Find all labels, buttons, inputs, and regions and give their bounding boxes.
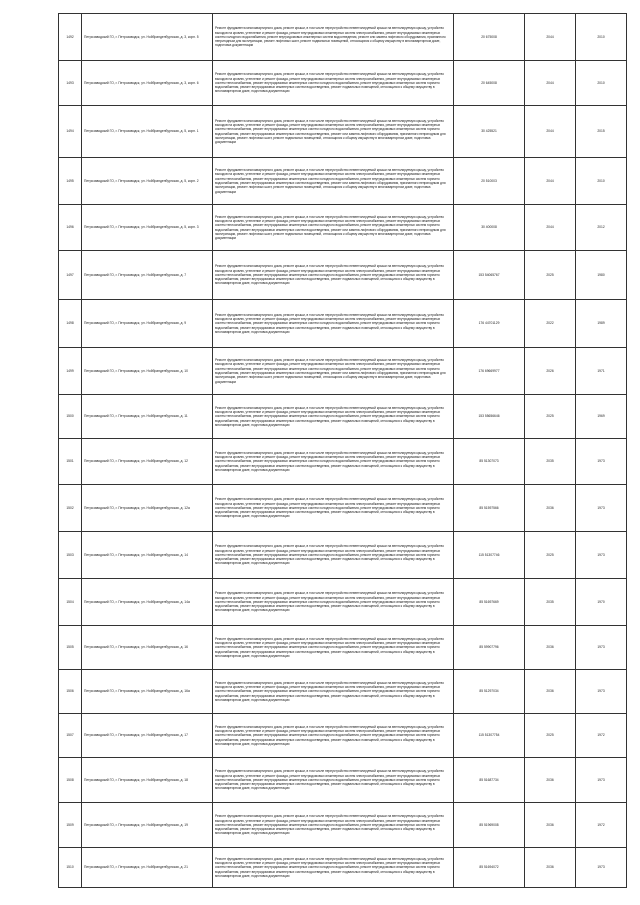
row-number: 1499 <box>59 348 82 395</box>
works-description-cell: Ремонт фундамента многоквартирного дома, ремонт крыши, в том числе переустройство невентилируемой крыши на вентилируемую крышу, устройство выходов на кровлю, утепление и ремонт фасада, ремонт внутридомовых инженерных систем электроснабжения, ремонт внутридомовых инженерных систем теплоснабжения, ремонт внутридомовых инженерных систем холодного водоснабжения, ремонт внутридомовых инженерных систем горячего водоснабжения, ремонт внутридомовых инженерных систем водоотведения, ремонт подвальных помещений, относящихся к общему имуществу в многоквартирном доме, подготовка документации <box>213 626 454 670</box>
works-description-cell: Ремонт фундамента многоквартирного дома, ремонт крыши, в том числе переустройство невентилируемой крыши на вентилируемую крышу, устройство выходов на кровлю, утепление и ремонт фасада, ремонт внутридомовых инженерных систем электроснабжения, ремонт внутридомовых инженерных систем теплоснабжения, ремонт внутридомовых инженерных систем холодного водоснабжения, ремонт внутридомовых инженерных систем горячего водоснабжения, ремонт внутридомовых инженерных систем водоотведения, ремонт или замена лифтового оборудования, признанного непригодным для эксплуатации, ремонт лифтовых шахт, ремонт подвальных помещений, относящихся к общему имуществу в многоквартирном доме, подготовка документации <box>213 158 454 205</box>
address-cell: Петрозаводский ГО, г. Петрозаводск, ул. Нойбранденбургская, д. 14 <box>82 532 213 579</box>
row-number: 1492 <box>59 14 82 61</box>
works-description-cell: Ремонт фундамента многоквартирного дома, ремонт крыши, в том числе переустройство невентилируемой крыши на вентилируемую крышу, устройство выходов на кровлю, утепление и ремонт фасада, ремонт внутридомовых инженерных систем электроснабжения, ремонт внутридомовых инженерных систем теплоснабжения, ремонт внутридомовых инженерных систем холодного водоснабжения, ремонт внутридомовых инженерных систем горячего водоснабжения, ремонт внутридомовых инженерных систем водоотведения, ремонт подвальных помещений, относящихся к общему имуществу в многоквартирном доме, подготовка документации <box>213 532 454 579</box>
planned-year-cell: 2026 <box>525 348 576 395</box>
planned-year-cell: 2022 <box>525 300 576 348</box>
commission-year-cell: 1972 <box>576 803 627 848</box>
works-description-cell: Ремонт фундамента многоквартирного дома, ремонт крыши, в том числе переустройство невентилируемой крыши на вентилируемую крышу, устройство выходов на кровлю, утепление и ремонт фасада, ремонт внутридомовых инженерных систем электроснабжения, ремонт внутридомовых инженерных систем теплоснабжения, ремонт внутридомовых инженерных систем холодного водоснабжения, ремонт внутридомовых инженерных систем горячего водоснабжения, ремонт внутридомовых инженерных систем водоотведения, ремонт подвальных помещений, относящихся к общему имуществу в многоквартирном доме, подготовка документации <box>213 439 454 485</box>
cost-cell: 115 51307754 <box>454 714 525 758</box>
address-cell: Петрозаводский ГО, г. Петрозаводск, ул. Нойбранденбургская, д. 5, корп. 1 <box>82 106 213 158</box>
commission-year-cell: 1972 <box>576 714 627 758</box>
planned-year-cell: 2036 <box>525 485 576 532</box>
planned-year-cell: 2035 <box>525 579 576 626</box>
row-number: 1510 <box>59 848 82 888</box>
works-description-cell: Ремонт фундамента многоквартирного дома, ремонт крыши, в том числе переустройство невентилируемой крыши на вентилируемую крышу, устройство выходов на кровлю, утепление и ремонт фасада, ремонт внутридомовых инженерных систем электроснабжения, ремонт внутридомовых инженерных систем теплоснабжения, ремонт внутридомовых инженерных систем холодного водоснабжения, ремонт внутридомовых инженерных систем горячего водоснабжения, ремонт внутридомовых инженерных систем водоотведения, ремонт подвальных помещений, относящихся к общему имуществу в многоквартирном доме, подготовка документации <box>213 848 454 888</box>
works-description-cell: Ремонт фундамента многоквартирного дома, ремонт крыши, в том числе переустройство невентилируемой крыши на вентилируемую крышу, устройство выходов на кровлю, утепление и ремонт фасада, ремонт внутридомовых инженерных систем электроснабжения, ремонт внутридомовых инженерных систем теплоснабжения, ремонт внутридомовых инженерных систем холодного водоснабжения, ремонт внутридомовых инженерных систем горячего водоснабжения, ремонт внутридомовых инженерных систем водоотведения, ремонт подвальных помещений, относящихся к общему имуществу в многоквартирном доме, подготовка документации <box>213 579 454 626</box>
address-cell: Петрозаводский ГО, г. Петрозаводск, ул. Нойбранденбургская, д. 9 <box>82 300 213 348</box>
works-description-cell: Ремонт фундамента многоквартирного дома, ремонт крыши, в том числе переустройство невентилируемой крыши на вентилируемую крышу, устройство выходов на кровлю, утепление и ремонт фасада, ремонт внутридомовых инженерных систем электроснабжения, ремонт внутридомовых инженерных систем теплоснабжения, ремонт внутридомовых инженерных систем холодного водоснабжения, ремонт внутридомовых инженерных систем горячего водоснабжения, ремонт внутридомовых инженерных систем водоотведения, ремонт подвальных помещений, относящихся к общему имуществу в многоквартирном доме, подготовка документации <box>213 395 454 439</box>
address-cell: Петрозаводский ГО, г. Петрозаводск, ул. Нойбранденбургская, д. 16а <box>82 670 213 714</box>
address-cell: Петрозаводский ГО, г. Петрозаводск, ул. Нойбранденбургская, д. 11 <box>82 395 213 439</box>
planned-year-cell: 2036 <box>525 626 576 670</box>
row-number: 1497 <box>59 251 82 300</box>
cost-cell: 85 51597566 <box>454 485 525 532</box>
commission-year-cell: 1980 <box>576 251 627 300</box>
cost-cell: 85 51297034 <box>454 670 525 714</box>
address-cell: Петрозаводский ГО, г. Петрозаводск, ул. Нойбранденбургская, д. 21 <box>82 848 213 888</box>
works-description-cell: Ремонт фундамента многоквартирного дома, ремонт крыши, в том числе переустройство невентилируемой крыши на вентилируемую крышу, устройство выходов на кровлю, утепление и ремонт фасада, ремонт внутридомовых инженерных систем электроснабжения, ремонт внутридомовых инженерных систем теплоснабжения, ремонт внутридомовых инженерных систем холодного водоснабжения, ремонт внутридомовых инженерных систем горячего водоснабжения, ремонт внутридомовых инженерных систем водоотведения, ремонт подвальных помещений, относящихся к общему имуществу в многоквартирном доме, подготовка документации <box>213 251 454 300</box>
table-row <box>59 158 627 205</box>
row-number: 1498 <box>59 300 82 348</box>
cost-cell: 153 55656646 <box>454 395 525 439</box>
works-description-cell: Ремонт фундамента многоквартирного дома, ремонт крыши, в том числе переустройство невентилируемой крыши на вентилируемую крышу, устройство выходов на кровлю, утепление и ремонт фасада, ремонт внутридомовых инженерных систем электроснабжения, ремонт внутридомовых инженерных систем теплоснабжения, ремонт внутридомовых инженерных систем холодного водоснабжения, ремонт внутридомовых инженерных систем горячего водоснабжения, ремонт внутридомовых инженерных систем водоотведения, ремонт или замена лифтового оборудования, признанного непригодным для эксплуатации, ремонт лифтовых шахт, ремонт подвальных помещений, относящихся к общему имуществу в многоквартирном доме, подготовка документации <box>213 205 454 251</box>
table-row <box>59 61 627 106</box>
row-number: 1503 <box>59 532 82 579</box>
table-row <box>59 848 627 888</box>
cost-cell: 176 69669977 <box>454 348 525 395</box>
commission-year-cell: 2015 <box>576 106 627 158</box>
planned-year-cell: 2025 <box>525 251 576 300</box>
works-description-cell: Ремонт фундамента многоквартирного дома, ремонт крыши, в том числе переустройство невентилируемой крыши на вентилируемую крышу, устройство выходов на кровлю, утепление и ремонт фасада, ремонт внутридомовых инженерных систем электроснабжения, ремонт внутридомовых инженерных систем теплоснабжения, ремонт внутридомовых инженерных систем холодного водоснабжения, ремонт внутридомовых инженерных систем горячего водоснабжения, ремонт внутридомовых инженерных систем водоотведения, ремонт подвальных помещений, относящихся к общему имуществу в многоквартирном доме, подготовка документации <box>213 61 454 106</box>
table-row <box>59 626 627 670</box>
works-description-cell: Ремонт фундамента многоквартирного дома, ремонт крыши, в том числе переустройство невентилируемой крыши на вентилируемую крышу, устройство выходов на кровлю, утепление и ремонт фасада, ремонт внутридомовых инженерных систем электроснабжения, ремонт внутридомовых инженерных систем холодного водоснабжения, ремонт внутридомовых инженерных систем водоотведения, ремонт или замена лифтового оборудования, признанного непригодным для эксплуатации, ремонт лифтовых шахт, ремонт подвальных помещений, относящихся к общему имуществу в многоквартирном доме, подготовка документации <box>213 14 454 61</box>
row-number: 1509 <box>59 803 82 848</box>
row-number: 1505 <box>59 626 82 670</box>
commission-year-cell: 2012 <box>576 205 627 251</box>
address-cell: Петрозаводский ГО, г. Петрозаводск, ул. Нойбранденбургская, д. 16 <box>82 626 213 670</box>
table-row <box>59 348 627 395</box>
commission-year-cell: 1973 <box>576 532 627 579</box>
planned-year-cell: 2036 <box>525 758 576 803</box>
address-cell: Петрозаводский ГО, г. Петрозаводск, ул. Нойбранденбургская, д. 12 <box>82 439 213 485</box>
row-number: 1496 <box>59 205 82 251</box>
table-row <box>59 106 627 158</box>
commission-year-cell: 1971 <box>576 348 627 395</box>
commission-year-cell: 1973 <box>576 485 627 532</box>
commission-year-cell: 1989 <box>576 300 627 348</box>
address-cell: Петрозаводский ГО, г. Петрозаводск, ул. Нойбранденбургская, д. 3, корп. 6 <box>82 61 213 106</box>
planned-year-cell: 2036 <box>525 670 576 714</box>
works-description-cell: Ремонт фундамента многоквартирного дома, ремонт крыши, в том числе переустройство невентилируемой крыши на вентилируемую крышу, устройство выходов на кровлю, утепление и ремонт фасада, ремонт внутридомовых инженерных систем электроснабжения, ремонт внутридомовых инженерных систем теплоснабжения, ремонт внутридомовых инженерных систем холодного водоснабжения, ремонт внутридомовых инженерных систем горячего водоснабжения, ремонт внутридомовых инженерных систем водоотведения, ремонт подвальных помещений, относящихся к общему имуществу в многоквартирном доме, подготовка документации <box>213 485 454 532</box>
works-description-cell: Ремонт фундамента многоквартирного дома, ремонт крыши, в том числе переустройство невентилируемой крыши на вентилируемую крышу, устройство выходов на кровлю, утепление и ремонт фасада, ремонт внутридомовых инженерных систем электроснабжения, ремонт внутридомовых инженерных систем теплоснабжения, ремонт внутридомовых инженерных систем холодного водоснабжения, ремонт внутридомовых инженерных систем горячего водоснабжения, ремонт внутридомовых инженерных систем водоотведения, ремонт или замена лифтового оборудования, признанного непригодным для эксплуатации, ремонт лифтовых шахт, ремонт подвальных помещений, относящихся к общему имуществу в многоквартирном доме, подготовка документации <box>213 106 454 158</box>
row-number: 1504 <box>59 579 82 626</box>
cost-cell: 20 645008 <box>454 61 525 106</box>
works-description-cell: Ремонт фундамента многоквартирного дома, ремонт крыши, в том числе переустройство невентилируемой крыши на вентилируемую крышу, устройство выходов на кровлю, утепление и ремонт фасада, ремонт внутридомовых инженерных систем электроснабжения, ремонт внутридомовых инженерных систем теплоснабжения, ремонт внутридомовых инженерных систем холодного водоснабжения, ремонт внутридомовых инженерных систем горячего водоснабжения, ремонт внутридомовых инженерных систем водоотведения, ремонт подвальных помещений, относящихся к общему имуществу в многоквартирном доме, подготовка документации <box>213 758 454 803</box>
table-row <box>59 803 627 848</box>
commission-year-cell: 2010 <box>576 14 627 61</box>
cost-cell: 20 510003 <box>454 158 525 205</box>
planned-year-cell: 2044 <box>525 61 576 106</box>
table-row <box>59 251 627 300</box>
table-row <box>59 205 627 251</box>
address-cell: Петрозаводский ГО, г. Петрозаводск, ул. Нойбранденбургская, д. 5, корп. 3 <box>82 205 213 251</box>
cost-cell: 153 54065767 <box>454 251 525 300</box>
commission-year-cell: 1973 <box>576 670 627 714</box>
row-number: 1508 <box>59 758 82 803</box>
table-body <box>59 14 627 888</box>
address-cell: Петрозаводский ГО, г. Петрозаводск, ул. Нойбранденбургская, д. 19 <box>82 803 213 848</box>
row-number: 1493 <box>59 61 82 106</box>
cost-cell: 30 400008 <box>454 205 525 251</box>
commission-year-cell: 1973 <box>576 758 627 803</box>
commission-year-cell: 2010 <box>576 61 627 106</box>
planned-year-cell: 2044 <box>525 205 576 251</box>
row-number: 1494 <box>59 106 82 158</box>
row-number: 1507 <box>59 714 82 758</box>
works-description-cell: Ремонт фундамента многоквартирного дома, ремонт крыши, в том числе переустройство невентилируемой крыши на вентилируемую крышу, устройство выходов на кровлю, утепление и ремонт фасада, ремонт внутридомовых инженерных систем электроснабжения, ремонт внутридомовых инженерных систем теплоснабжения, ремонт внутридомовых инженерных систем холодного водоснабжения, ремонт внутридомовых инженерных систем горячего водоснабжения, ремонт внутридомовых инженерных систем водоотведения, ремонт подвальных помещений, относящихся к общему имуществу в многоквартирном доме, подготовка документации <box>213 670 454 714</box>
cost-cell: 85 51694072 <box>454 848 525 888</box>
table-row <box>59 14 627 61</box>
works-description-cell: Ремонт фундамента многоквартирного дома, ремонт крыши, в том числе переустройство невентилируемой крыши на вентилируемую крышу, устройство выходов на кровлю, утепление и ремонт фасада, ремонт внутридомовых инженерных систем электроснабжения, ремонт внутридомовых инженерных систем теплоснабжения, ремонт внутридомовых инженерных систем холодного водоснабжения, ремонт внутридомовых инженерных систем горячего водоснабжения, ремонт внутридомовых инженерных систем водоотведения, ремонт подвальных помещений, относящихся к общему имуществу в многоквартирном доме, подготовка документации <box>213 300 454 348</box>
planned-year-cell: 2025 <box>525 714 576 758</box>
address-cell: Петрозаводский ГО, г. Петрозаводск, ул. Нойбранденбургская, д. 10 <box>82 348 213 395</box>
works-description-cell: Ремонт фундамента многоквартирного дома, ремонт крыши, в том числе переустройство невентилируемой крыши на вентилируемую крышу, устройство выходов на кровлю, утепление и ремонт фасада, ремонт внутридомовых инженерных систем электроснабжения, ремонт внутридомовых инженерных систем теплоснабжения, ремонт внутридомовых инженерных систем холодного водоснабжения, ремонт внутридомовых инженерных систем горячего водоснабжения, ремонт внутридомовых инженерных систем водоотведения, ремонт подвальных помещений, относящихся к общему имуществу в многоквартирном доме, подготовка документации <box>213 714 454 758</box>
capital-repair-table <box>58 13 627 888</box>
address-cell: Петрозаводский ГО, г. Петрозаводск, ул. Нойбранденбургская, д. 17 <box>82 714 213 758</box>
address-cell: Петрозаводский ГО, г. Петрозаводск, ул. Нойбранденбургская, д. 5, корп. 2 <box>82 158 213 205</box>
row-number: 1506 <box>59 670 82 714</box>
table-row <box>59 670 627 714</box>
planned-year-cell: 2025 <box>525 532 576 579</box>
table-row <box>59 758 627 803</box>
cost-cell: 115 51307746 <box>454 532 525 579</box>
row-number: 1495 <box>59 158 82 205</box>
planned-year-cell: 2025 <box>525 395 576 439</box>
row-number: 1502 <box>59 485 82 532</box>
address-cell: Петрозаводский ГО, г. Петрозаводск, ул. Нойбранденбургская, д. 3, корп. 5 <box>82 14 213 61</box>
commission-year-cell: 1969 <box>576 395 627 439</box>
table-row <box>59 579 627 626</box>
works-description-cell: Ремонт фундамента многоквартирного дома, ремонт крыши, в том числе переустройство невентилируемой крыши на вентилируемую крышу, устройство выходов на кровлю, утепление и ремонт фасада, ремонт внутридомовых инженерных систем электроснабжения, ремонт внутридомовых инженерных систем теплоснабжения, ремонт внутридомовых инженерных систем холодного водоснабжения, ремонт внутридомовых инженерных систем горячего водоснабжения, ремонт внутридомовых инженерных систем водоотведения, ремонт подвальных помещений, относящихся к общему имуществу в многоквартирном доме, подготовка документации <box>213 803 454 848</box>
commission-year-cell: 1970 <box>576 579 627 626</box>
planned-year-cell: 2044 <box>525 106 576 158</box>
cost-cell: 30 425521 <box>454 106 525 158</box>
cost-cell: 176 44701129 <box>454 300 525 348</box>
cost-cell: 85 51697669 <box>454 579 525 626</box>
table-row <box>59 532 627 579</box>
planned-year-cell: 2036 <box>525 848 576 888</box>
commission-year-cell: 1973 <box>576 626 627 670</box>
planned-year-cell: 2044 <box>525 14 576 61</box>
address-cell: Петрозаводский ГО, г. Петрозаводск, ул. Нойбранденбургская, д. 14а <box>82 579 213 626</box>
cost-cell: 85 59907796 <box>454 626 525 670</box>
cost-cell: 85 51307073 <box>454 439 525 485</box>
table-row <box>59 714 627 758</box>
planned-year-cell: 2036 <box>525 803 576 848</box>
commission-year-cell: 1973 <box>576 848 627 888</box>
row-number: 1501 <box>59 439 82 485</box>
commission-year-cell: 2010 <box>576 158 627 205</box>
cost-cell: 85 51969008 <box>454 803 525 848</box>
table-row <box>59 485 627 532</box>
address-cell: Петрозаводский ГО, г. Петрозаводск, ул. Нойбранденбургская, д. 18 <box>82 758 213 803</box>
cost-cell: 85 51687734 <box>454 758 525 803</box>
cost-cell: 20 675008 <box>454 14 525 61</box>
address-cell: Петрозаводский ГО, г. Петрозаводск, ул. Нойбранденбургская, д. 7 <box>82 251 213 300</box>
table-row <box>59 395 627 439</box>
row-number: 1500 <box>59 395 82 439</box>
commission-year-cell: 1973 <box>576 439 627 485</box>
planned-year-cell: 2044 <box>525 158 576 205</box>
table-row <box>59 439 627 485</box>
table-row <box>59 300 627 348</box>
planned-year-cell: 2035 <box>525 439 576 485</box>
address-cell: Петрозаводский ГО, г. Петрозаводск, ул. Нойбранденбургская, д. 12а <box>82 485 213 532</box>
works-description-cell: Ремонт фундамента многоквартирного дома, ремонт крыши, в том числе переустройство невентилируемой крыши на вентилируемую крышу, устройство выходов на кровлю, утепление и ремонт фасада, ремонт внутридомовых инженерных систем электроснабжения, ремонт внутридомовых инженерных систем теплоснабжения, ремонт внутридомовых инженерных систем холодного водоснабжения, ремонт внутридомовых инженерных систем горячего водоснабжения, ремонт внутридомовых инженерных систем водоотведения, ремонт или замена лифтового оборудования, признанного непригодным для эксплуатации, ремонт лифтовых шахт, ремонт подвальных помещений, относящихся к общему имуществу в многоквартирном доме, подготовка документации <box>213 348 454 395</box>
